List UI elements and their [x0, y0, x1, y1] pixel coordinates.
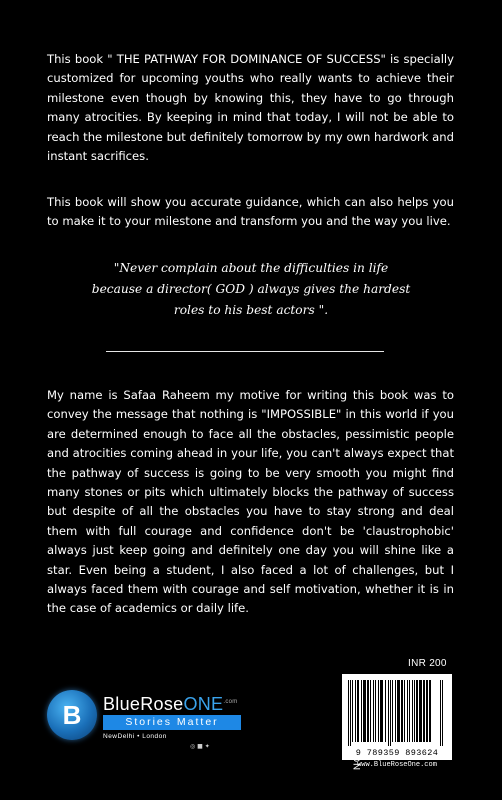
barcode-bar — [348, 680, 349, 746]
barcode-bar — [395, 680, 396, 742]
barcode-bar — [375, 680, 376, 742]
barcode-bar — [388, 680, 389, 746]
author-paragraph: My name is Safaa Raheem my motive for writing this book was to convey the message that nothing is "IMPOSSIBLE" in this world if you are determined enough to face all the obstacles, pessimistic people and atrocities coming ahead in your life, you can't always expect that the pathway of success is going to be very smooth you might find many stones or pits which ultimately blocks the pathway of success but despite of all the obstacles you have to stay strong and deal them with full courage and confidence don't be 'claustrophobic' always just keep going and definitely one day you will shine like a star. Even being a student, I also faced a lot of challenges, but I always faced them with courage and self motivation, whether it is in the case of academics or daily life. — [47, 388, 454, 616]
brand-tagline: Stories Matter — [103, 715, 241, 730]
barcode-bar — [357, 680, 359, 742]
barcode-bar — [426, 680, 428, 742]
barcode-bars — [348, 680, 446, 746]
brand-tld: .com — [223, 699, 238, 705]
barcode-bar — [367, 680, 369, 742]
barcode-bar — [355, 680, 356, 742]
barcode-bar — [407, 680, 408, 742]
twitter-icon: ✦ — [204, 743, 210, 750]
barcode — [342, 674, 452, 760]
barcode-bar — [412, 680, 413, 742]
divider-line — [106, 351, 384, 352]
brand-locations: NewDelhi • London — [103, 733, 167, 740]
barcode-bar — [385, 680, 386, 742]
price-label: INR 200 — [408, 658, 447, 669]
barcode-bar — [442, 680, 443, 746]
barcode-bar — [401, 680, 403, 742]
social-icons — [190, 743, 210, 750]
barcode-bar — [373, 680, 374, 742]
isbn-number: 9 789359 893624 — [355, 748, 439, 758]
guidance-paragraph: This book will show you accurate guidance, which can also helps you to make it to your milestone and transform you and the way you live. — [47, 195, 454, 229]
barcode-bar — [416, 680, 418, 742]
barcode-bar — [350, 680, 351, 746]
brand-name-suffix: ONE — [183, 694, 224, 714]
barcode-bar — [378, 680, 379, 742]
barcode-bar — [352, 680, 353, 742]
barcode-bar — [440, 680, 441, 746]
barcode-bar — [370, 680, 371, 742]
publisher-logo — [47, 690, 247, 750]
publisher-url: www.BlueRoseOne.com — [357, 761, 437, 769]
barcode-bar — [390, 680, 391, 746]
quote-text: "Never complain about the difficulties in life because a director( GOD ) always gives the hardest roles to his best actors ". — [91, 261, 411, 317]
facebook-icon: ■ — [197, 743, 203, 750]
brand-name-prefix: BlueRose — [103, 694, 184, 714]
brand-name — [103, 694, 238, 715]
barcode-bar — [363, 680, 366, 742]
barcode-bar — [397, 680, 400, 742]
barcode-bar — [429, 680, 431, 742]
intro-paragraph: This book " THE PATHWAY FOR DOMINANCE OF SUCCESS" is specially customized for upcoming youths who really wants to achieve their milestone even though by knowing this, they have to go through many atrocities. By keeping in mind that today, I will not be able to reach the milestone but definitely tomorrow by my own hardwork and instant sacrifices. — [47, 52, 454, 164]
barcode-bar — [380, 680, 383, 742]
barcode-bar — [404, 680, 405, 742]
barcode-bar — [361, 680, 362, 742]
barcode-bar — [409, 680, 410, 742]
instagram-icon: ◎ — [190, 743, 196, 750]
logo-letter: B — [62, 699, 82, 730]
barcode-bar — [414, 680, 415, 742]
barcode-bar — [423, 680, 425, 742]
barcode-bar — [392, 680, 393, 742]
barcode-bar — [419, 680, 422, 742]
